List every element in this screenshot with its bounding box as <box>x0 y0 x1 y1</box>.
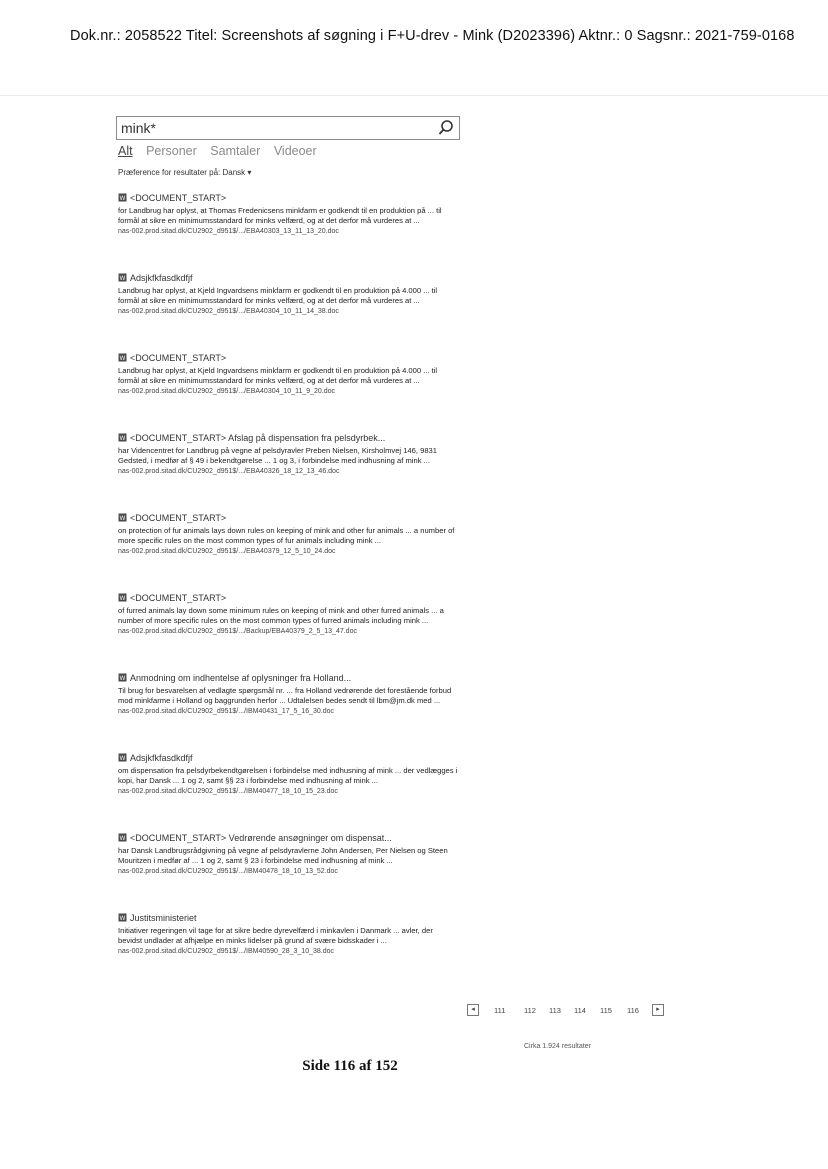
result-link[interactable]: <DOCUMENT_START> <box>130 513 227 523</box>
result-url[interactable]: nas-002.prod.sitad.dk/CU2902_d951$/.../IBM40590_28_3_10_38.doc <box>118 947 334 955</box>
result-title <box>118 913 458 924</box>
svg-text:W: W <box>119 676 126 682</box>
prev-page-button[interactable]: ◂ <box>467 1004 479 1016</box>
result-link[interactable]: <DOCUMENT_START> <box>130 593 227 603</box>
word-doc-icon <box>118 193 127 202</box>
svg-text:W: W <box>119 276 126 282</box>
word-doc-icon <box>118 513 127 522</box>
page-link[interactable]: 111 <box>494 1006 506 1015</box>
word-doc-icon <box>118 273 127 282</box>
svg-text:W: W <box>119 756 126 762</box>
svg-text:W: W <box>119 356 126 362</box>
svg-text:W: W <box>119 196 126 202</box>
svg-text:W: W <box>119 916 126 922</box>
result-url[interactable]: nas-002.prod.sitad.dk/CU2902_d951$/.../IBM40477_18_10_15_23.doc <box>118 787 338 795</box>
results-list <box>118 193 458 993</box>
svg-text:W: W <box>119 596 126 602</box>
word-doc-icon <box>118 913 127 922</box>
svg-text:W: W <box>119 516 126 522</box>
result-snippet: of furred animals lay down some minimum rules on keeping of mink and other furred animals ... a number of more specific rules on the most common types of furred animals including mink ... <box>118 606 444 625</box>
current-page: 116 <box>627 1006 639 1015</box>
result-snippet: har Videncentret for Landbrug på vegne af pelsdyravler Preben Nielsen, Kirsholmvej 146, 9831 Gedsted, i medfør af § 49 i bekendtgørelse ... 1 og 3, i forbindelse med indhusning af mink ... <box>118 446 437 465</box>
result-link[interactable]: <DOCUMENT_START> <box>130 353 227 363</box>
tab-videos[interactable]: Videoer <box>273 144 317 158</box>
result-item <box>118 433 458 513</box>
next-page-button[interactable]: ▸ <box>652 1004 664 1016</box>
result-url[interactable]: nas-002.prod.sitad.dk/CU2902_d951$/.../EBA40304_10_11_14_38.doc <box>118 307 339 315</box>
result-url[interactable]: nas-002.prod.sitad.dk/CU2902_d951$/.../IBM40478_18_10_13_52.doc <box>118 867 338 875</box>
language-preference[interactable]: Præference for resultater på: Dansk ▾ <box>118 168 252 177</box>
result-url[interactable]: nas-002.prod.sitad.dk/CU2902_d951$/.../EBA40304_10_11_9_20.doc <box>118 387 336 395</box>
word-doc-icon <box>118 353 127 362</box>
result-item <box>118 833 458 913</box>
result-snippet: Til brug for besvarelsen af vedlagte spørgsmål nr. ... fra Holland vedrørende det forestående forbud mod minkfarme i Holland og baggrunden herfor ... Udtalelsen bedes sendt til lbm@jm.dk med ... <box>118 686 452 705</box>
tab-conversations[interactable]: Samtaler <box>210 144 261 158</box>
result-title <box>118 513 458 524</box>
result-item <box>118 673 458 753</box>
scan-artifact-line <box>0 95 828 96</box>
result-title <box>118 753 458 764</box>
result-item <box>118 353 458 433</box>
result-link[interactable]: Adsjkfkfasdkdfjf <box>130 753 193 763</box>
page-link[interactable]: 112 <box>524 1006 536 1015</box>
result-url[interactable]: nas-002.prod.sitad.dk/CU2902_d951$/.../Backup/EBA40379_2_5_13_47.doc <box>118 627 357 635</box>
search-input[interactable] <box>121 119 421 137</box>
search-tabs <box>118 144 327 158</box>
result-url[interactable]: nas-002.prod.sitad.dk/CU2902_d951$/.../EBA40379_12_5_10_24.doc <box>118 547 336 555</box>
result-title <box>118 673 458 684</box>
word-doc-icon <box>118 593 127 602</box>
result-snippet: Landbrug har oplyst, at Kjeld Ingvardsens minkfarm er godkendt til en produktion på 4.000 ... til formål at sikre en minimumsstandard for minks velfærd, og at det derfor må vurderes at ... <box>118 366 438 385</box>
result-item <box>118 513 458 593</box>
result-title <box>118 193 458 204</box>
result-item <box>118 753 458 833</box>
result-url[interactable]: nas-002.prod.sitad.dk/CU2902_d951$/.../EBA40303_13_11_13_20.doc <box>118 227 339 235</box>
result-title <box>118 833 458 844</box>
result-snippet: Landbrug har oplyst, at Kjeld Ingvardsens minkfarm er godkendt til en produktion på 4.000 ... til formål at sikre en minimumsstandard for minks velfærd, og at det derfor må vurderes at ... <box>118 286 438 305</box>
result-snippet: har Dansk Landbrugsrådgivning på vegne af pelsdyravlerne John Andersen, Per Nielsen og Steen Mouritzen i medfør af ... 1 og 2, samt § 23 i forbindelse med indhusning af mink ... <box>118 846 448 865</box>
result-title <box>118 593 458 604</box>
result-url[interactable]: nas-002.prod.sitad.dk/CU2902_d951$/.../EBA40326_18_12_13_46.doc <box>118 467 340 475</box>
result-snippet: om dispensation fra pelsdyrbekendtgørelsen i forbindelse med indhusning af mink ... der vedlægges i kopi, har Dansk ... 1 og 2, samt §§ 23 i forbindelse med indhusning af mink ... <box>118 766 458 785</box>
page-link[interactable]: 114 <box>574 1006 586 1015</box>
page-number: Side 116 af 152 <box>302 1058 398 1074</box>
result-snippet: on protection of fur animals lays down rules on keeping of mink and other fur animals ... a number of more specific rules on the most common types of fur animals including mink ... <box>118 526 455 545</box>
search-box <box>116 116 460 140</box>
page-link[interactable]: 113 <box>549 1006 561 1015</box>
result-title <box>118 433 458 444</box>
word-doc-icon <box>118 833 127 842</box>
result-link[interactable]: <DOCUMENT_START> Afslag på dispensation fra pelsdyrbek... <box>130 433 386 443</box>
result-url[interactable]: nas-002.prod.sitad.dk/CU2902_d951$/.../IBM40431_17_5_16_30.doc <box>118 707 334 715</box>
result-link[interactable]: <DOCUMENT_START> <box>130 193 227 203</box>
result-title <box>118 273 458 284</box>
result-link[interactable]: Anmodning om indhentelse af oplysninger fra Holland... <box>130 673 352 683</box>
result-link[interactable]: <DOCUMENT_START> Vedrørende ansøgninger om dispensat... <box>130 833 392 843</box>
result-snippet: Initiativer regeringen vil tage for at sikre bedre dyrevelfærd i minkavlen i Danmark ... avler, der bevidst undlader at afhjælpe en minks lidelser på grund af svære bidsskader i ... <box>118 926 433 945</box>
tab-people[interactable]: Personer <box>146 144 197 158</box>
svg-text:W: W <box>119 436 126 442</box>
result-link[interactable]: Adsjkfkfasdkdfjf <box>130 273 193 283</box>
search-icon[interactable] <box>437 119 455 137</box>
svg-text:W: W <box>119 836 126 842</box>
result-snippet: for Landbrug har oplyst, at Thomas Fredenicsens minkfarm er godkendt til en produktion på ... til formål at sikre en minimumsstandard for minks velfærd, og at det derfor må vurderes at ... <box>118 206 442 225</box>
result-item <box>118 913 458 993</box>
result-item <box>118 593 458 673</box>
word-doc-icon <box>118 433 127 442</box>
result-link[interactable]: Justitsministeriet <box>130 913 197 923</box>
result-count: Cirka 1.924 resultater <box>524 1043 591 1050</box>
page-link[interactable]: 115 <box>600 1006 612 1015</box>
result-item <box>118 193 458 273</box>
document-header: Dok.nr.: 2058522 Titel: Screenshots af søgning i F+U-drev - Mink (D2023396) Aktnr.: 0 Sagsnr.: 2021-759-0168 <box>70 28 795 44</box>
word-doc-icon <box>118 673 127 682</box>
tab-all[interactable]: Alt <box>118 144 133 158</box>
result-item <box>118 273 458 353</box>
result-title <box>118 353 458 364</box>
word-doc-icon <box>118 753 127 762</box>
